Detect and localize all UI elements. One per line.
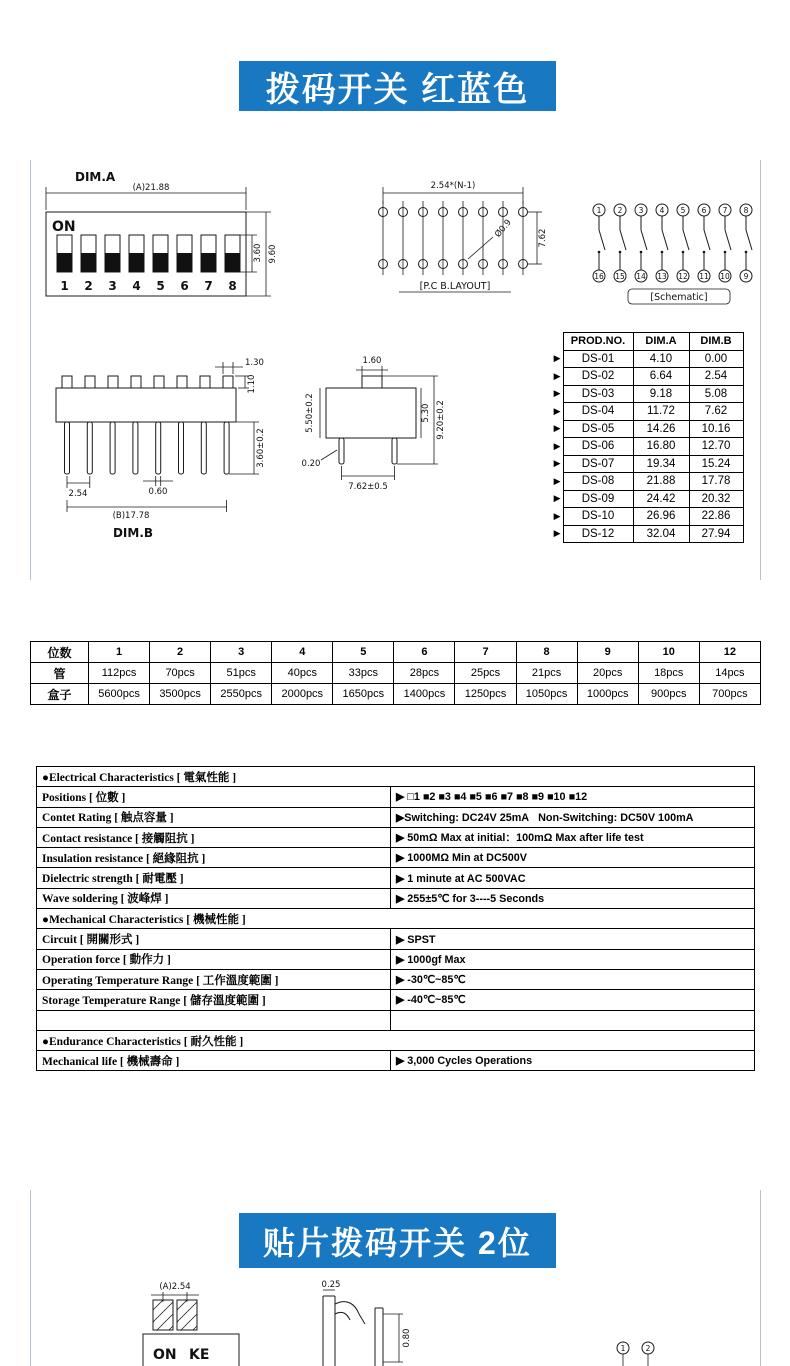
packing-cell: 1400pcs (394, 684, 455, 705)
pin-number: 9 (743, 272, 749, 281)
row-marker-icon: ▶ (553, 458, 561, 469)
dim-value-cell: 27.94 (689, 525, 743, 543)
prod-no-cell: DS-08 (563, 473, 633, 491)
dim-value-cell: 7.62 (689, 403, 743, 421)
actuator-bump (200, 376, 210, 388)
pin-number: 6 (701, 206, 707, 215)
packing-cell: 33pcs (333, 663, 394, 684)
pin-number: 7 (722, 206, 728, 215)
spec-label: Contet Rating [ 触点容量 ] (37, 807, 391, 827)
spec-row (37, 888, 755, 908)
switch-knob (129, 253, 144, 272)
end-view-drawing (302, 356, 446, 492)
size-table-row (549, 403, 743, 421)
spec-value: ▶ -30℃~85℃ (391, 969, 755, 989)
spec-row (37, 868, 755, 888)
spec-section-row (37, 909, 755, 929)
position-number: 6 (180, 279, 189, 293)
packing-cell: 4 (272, 642, 333, 663)
dim-body-height-label: 9.60 (268, 244, 278, 264)
size-col-header: DIM.A (633, 333, 689, 351)
prod-no-cell: DS-06 (563, 438, 633, 456)
prod-no-cell: DS-10 (563, 508, 633, 526)
dim-total-height-label: 9.20±0.2 (436, 400, 446, 440)
spec-value: ▶ 255±5℃ for 3----5 Seconds (391, 888, 755, 908)
packing-cell: 70pcs (150, 663, 211, 684)
side-view-drawing (56, 358, 266, 540)
switch-blade (599, 230, 605, 250)
dim-pin-width-label: 0.60 (148, 487, 168, 497)
packing-cell: 8 (516, 642, 577, 663)
actuator-bump (131, 376, 141, 388)
packing-cell: 9 (577, 642, 638, 663)
packing-cell: 28pcs (394, 663, 455, 684)
pin-number: 1 (596, 206, 602, 215)
switch-blade (620, 230, 626, 250)
spec-label: Positions [ 位數 ] (37, 787, 391, 807)
spec-row (37, 787, 755, 807)
dim-value-cell: 22.86 (689, 508, 743, 526)
position-number: 2 (84, 279, 93, 293)
packing-cell: 1 (89, 642, 150, 663)
packing-cell: 900pcs (638, 684, 699, 705)
through-hole-pin (133, 422, 138, 474)
packing-cell: 20pcs (577, 663, 638, 684)
switch-blade (746, 230, 752, 250)
switch-slots (57, 235, 240, 293)
spec-section-row (37, 767, 755, 787)
dim-pitch-label: 2.54*(N-1) (430, 181, 476, 191)
pin-number: 15 (615, 272, 625, 281)
spec-row (37, 949, 755, 969)
packing-row (31, 684, 761, 705)
row-marker-icon: ▶ (553, 353, 561, 364)
end-pin (392, 438, 397, 464)
spec-row (37, 827, 755, 847)
banner-title-text: 贴片拨码开关 2位 (263, 1224, 532, 1261)
actuator-bump (154, 376, 164, 388)
packing-row-header: 盒子 (31, 684, 89, 705)
packing-cell: 51pcs (211, 663, 272, 684)
through-hole-pin (87, 422, 92, 474)
row-marker-icon: ▶ (553, 405, 561, 416)
spec-value (391, 1010, 755, 1030)
prod-no-cell: DS-09 (563, 490, 633, 508)
spec-section-title: ●Electrical Characteristics [ 電氣性能 ] (37, 767, 755, 787)
spec-value: ▶Switching: DC24V 25mA Non-Switching: DC50V 100mA (391, 807, 755, 827)
dim-b-title: DIM.B (112, 526, 154, 540)
dim-value-cell: 0.00 (689, 350, 743, 368)
dim-value-cell: 12.70 (689, 438, 743, 456)
packing-table (30, 641, 761, 705)
dim-value-cell: 11.72 (633, 403, 689, 421)
packing-cell: 2000pcs (272, 684, 333, 705)
spec-value: ▶ 1 minute at AC 500VAC (391, 868, 755, 888)
dim-value-cell: 21.88 (633, 473, 689, 491)
dim-width-label: (A)21.88 (132, 183, 170, 193)
switch-blade (725, 230, 731, 250)
size-table (549, 332, 744, 543)
switch-knob (105, 253, 120, 272)
dim-actuator-label: 1.60 (362, 356, 382, 366)
size-table-row (549, 385, 743, 403)
position-number: 4 (132, 279, 141, 293)
spec-value: ▶ 1000MΩ Min at DC500V (391, 848, 755, 868)
smd-drawing-section (30, 1190, 761, 1366)
dim-value-cell: 15.24 (689, 455, 743, 473)
packing-cell: 1050pcs (516, 684, 577, 705)
schematic-caption: [Schematic] (650, 292, 708, 303)
spec-label: Insulation resistance [ 絕緣阻抗 ] (37, 848, 391, 868)
size-table-row (549, 508, 743, 526)
packing-cell: 2550pcs (211, 684, 272, 705)
spec-value: ▶ 1000gf Max (391, 949, 755, 969)
spec-value: ▶ 3,000 Cycles Operations (391, 1051, 755, 1071)
packing-cell: 10 (638, 642, 699, 663)
spec-label: Dielectric strength [ 耐電壓 ] (37, 868, 391, 888)
through-hole-pin (110, 422, 115, 474)
dim-actuator-width-label: 1.30 (245, 358, 264, 368)
packing-cell: 40pcs (272, 663, 333, 684)
spec-table-container (36, 766, 755, 1071)
switch-blade (662, 230, 668, 250)
switch-knob (225, 253, 240, 272)
switch-knob (177, 253, 192, 272)
spec-section-title: ●Mechanical Characteristics [ 機械性能 ] (37, 909, 755, 929)
prod-no-cell: DS-03 (563, 385, 633, 403)
through-hole-pin (179, 422, 184, 474)
packing-row (31, 663, 761, 684)
smd-top-view (143, 1282, 239, 1366)
prod-no-cell: DS-01 (563, 350, 633, 368)
size-header-row (549, 333, 743, 351)
dim-value-cell: 6.64 (633, 368, 689, 386)
packing-cell: 5600pcs (89, 684, 150, 705)
dim-value-cell: 32.04 (633, 525, 689, 543)
pcb-layout-caption: [P.C B.LAYOUT] (419, 281, 491, 292)
end-body (326, 388, 416, 438)
schematic-pins (593, 204, 752, 282)
dim-body-height-label: 5.50±0.2 (305, 393, 315, 433)
position-number: 8 (228, 279, 237, 293)
packing-cell: 6 (394, 642, 455, 663)
pin-number: 13 (657, 272, 667, 281)
pin-number: 2 (617, 206, 623, 215)
dim-span-label: (B)17.78 (112, 511, 150, 521)
dim-value-cell: 14.26 (633, 420, 689, 438)
technical-drawing-section (30, 160, 761, 580)
packing-cell: 14pcs (699, 663, 760, 684)
dim-slot-height-label: 3.60 (253, 243, 263, 263)
switch-knob (201, 253, 216, 272)
spec-row (37, 1010, 755, 1030)
packing-cell: 12 (699, 642, 760, 663)
dim-row-spacing-label: 7.62±0.5 (348, 482, 388, 492)
through-hole-pin (224, 422, 229, 474)
smd-schematic (617, 1342, 654, 1366)
size-table-row (549, 455, 743, 473)
pin-number: 3 (638, 206, 644, 215)
dim-value-cell: 24.42 (633, 490, 689, 508)
dim-value-cell: 19.34 (633, 455, 689, 473)
pin-number: 14 (636, 272, 646, 281)
dim-actuator-height-label: 1.10 (247, 374, 257, 394)
packing-row-header: 位数 (31, 642, 89, 663)
switch-knob (153, 253, 168, 272)
spec-label: Operation force [ 動作力 ] (37, 949, 391, 969)
size-table-container (549, 332, 744, 543)
size-marker-spacer (549, 333, 563, 351)
dim-value-cell: 2.54 (689, 368, 743, 386)
actuator-bump (223, 376, 233, 388)
row-marker-icon: ▶ (553, 510, 561, 521)
spec-row (37, 1051, 755, 1071)
spec-row (37, 848, 755, 868)
position-number: 1 (60, 279, 69, 293)
spec-section-title: ●Endurance Characteristics [ 耐久性能 ] (37, 1030, 755, 1050)
dim-value-cell: 17.78 (689, 473, 743, 491)
size-table-row (549, 420, 743, 438)
dim-pin-thickness-label: 0.20 (301, 459, 321, 469)
spec-row (37, 969, 755, 989)
actuator-bump (85, 376, 95, 388)
prod-no-cell: DS-12 (563, 525, 633, 543)
schematic-drawing (593, 204, 752, 304)
row-marker-icon: ▶ (553, 528, 561, 539)
switch-knob (81, 253, 96, 272)
smd-side-view (322, 1280, 412, 1366)
switch-knob (57, 253, 72, 272)
smd-dim-top-label: 0.25 (321, 1280, 341, 1290)
size-table-row (549, 490, 743, 508)
pin-number: 12 (678, 272, 688, 281)
size-table-row (549, 368, 743, 386)
packing-cell: 21pcs (516, 663, 577, 684)
end-actuator (362, 376, 382, 388)
end-pin (339, 438, 344, 464)
dim-row-spacing-label: 7.62 (538, 228, 548, 248)
pcb-layout-drawing (379, 181, 549, 292)
prod-no-cell: DS-05 (563, 420, 633, 438)
size-table-row (549, 525, 743, 543)
spec-value: ▶ □1 ■2 ■3 ■4 ■5 ■6 ■7 ■8 ■9 ■10 ■12 (391, 787, 755, 807)
dim-pin-length-label: 3.60±0.2 (256, 428, 266, 468)
pin-number: 5 (680, 206, 686, 215)
spec-label: Wave soldering [ 波峰焊 ] (37, 888, 391, 908)
row-marker-icon: ▶ (553, 475, 561, 486)
smd-pin-number: 2 (645, 1344, 651, 1353)
packing-cell: 7 (455, 642, 516, 663)
dim-value-cell: 10.16 (689, 420, 743, 438)
packing-cell: 1650pcs (333, 684, 394, 705)
packing-table-container (30, 641, 761, 705)
row-marker-icon: ▶ (553, 440, 561, 451)
packing-row (31, 642, 761, 663)
through-hole-pin (65, 422, 70, 474)
spec-label: Storage Temperature Range [ 儲存溫度範圍 ] (37, 990, 391, 1010)
size-table-row (549, 473, 743, 491)
row-marker-icon: ▶ (553, 370, 561, 381)
spec-row (37, 990, 755, 1010)
top-view-drawing (46, 170, 278, 296)
dim-hole-label: Ø0.9 (493, 217, 514, 240)
dim-value-cell: 20.32 (689, 490, 743, 508)
switch-blade (641, 230, 647, 250)
spec-label: Operating Temperature Range [ 工作溫度範圍 ] (37, 969, 391, 989)
position-number: 7 (204, 279, 213, 293)
smd-dim-side-label: 0.80 (402, 1328, 412, 1348)
spec-value: ▶ -40℃~85℃ (391, 990, 755, 1010)
pin-number: 11 (699, 272, 709, 281)
smd-on-label: ON (153, 1347, 177, 1363)
spec-row (37, 807, 755, 827)
packing-cell: 112pcs (89, 663, 150, 684)
dim-value-cell: 9.18 (633, 385, 689, 403)
spec-value: ▶ 50mΩ Max at initial：100mΩ Max after life test (391, 827, 755, 847)
side-body (56, 388, 236, 422)
through-hole-pin (156, 422, 161, 474)
side-view-pins (62, 376, 233, 474)
dim-value-cell: 26.96 (633, 508, 689, 526)
spec-label: Mechanical life [ 機械壽命 ] (37, 1051, 391, 1071)
dim-value-cell: 5.08 (689, 385, 743, 403)
switch-blade (704, 230, 710, 250)
pin-number: 8 (743, 206, 749, 215)
position-number: 3 (108, 279, 117, 293)
smd-drawings (31, 1278, 762, 1366)
pin-number: 4 (659, 206, 665, 215)
spec-row (37, 929, 755, 949)
actuator-bump (62, 376, 72, 388)
size-col-header: DIM.B (689, 333, 743, 351)
position-number: 5 (156, 279, 165, 293)
spec-value: ▶ SPST (391, 929, 755, 949)
pcb-holes (379, 201, 528, 275)
prod-no-cell: DS-07 (563, 455, 633, 473)
on-label: ON (52, 219, 76, 235)
spec-section-row (37, 1030, 755, 1050)
spec-label: Contact resistance [ 接觸阻抗 ] (37, 827, 391, 847)
dim-value-cell: 16.80 (633, 438, 689, 456)
dim-value-cell: 4.10 (633, 350, 689, 368)
dim-a-title: DIM.A (75, 170, 116, 184)
actuator-bump (177, 376, 187, 388)
packing-cell: 700pcs (699, 684, 760, 705)
size-table-row (549, 350, 743, 368)
row-marker-icon: ▶ (553, 423, 561, 434)
size-col-header: PROD.NO. (563, 333, 633, 351)
actuator-bump (108, 376, 118, 388)
packing-cell: 18pcs (638, 663, 699, 684)
smd-brand-label: KE (189, 1347, 210, 1363)
row-marker-icon: ▶ (553, 493, 561, 504)
pin-number: 16 (594, 272, 604, 281)
smd-pin-number: 1 (620, 1344, 626, 1353)
smd-dim-pitch-label: (A)2.54 (159, 1282, 191, 1292)
pin-number: 10 (720, 272, 730, 281)
packing-cell: 25pcs (455, 663, 516, 684)
through-hole-pin (201, 422, 206, 474)
dim-pin-pitch-label: 2.54 (68, 489, 88, 499)
banner-dip-switch-title (239, 61, 556, 111)
spec-label: Circuit [ 開關形式 ] (37, 929, 391, 949)
packing-row-header: 管 (31, 663, 89, 684)
prod-no-cell: DS-04 (563, 403, 633, 421)
size-table-row (549, 438, 743, 456)
packing-cell: 3500pcs (150, 684, 211, 705)
packing-cell: 2 (150, 642, 211, 663)
packing-cell: 1250pcs (455, 684, 516, 705)
packing-cell: 1000pcs (577, 684, 638, 705)
spec-table (36, 766, 755, 1071)
prod-no-cell: DS-02 (563, 368, 633, 386)
banner-title-text: 拨码开关 红蓝色 (265, 70, 530, 109)
packing-cell: 5 (333, 642, 394, 663)
packing-cell: 3 (211, 642, 272, 663)
spec-label (37, 1010, 391, 1030)
row-marker-icon: ▶ (553, 388, 561, 399)
dim-h2-label: 5.30 (421, 403, 431, 423)
switch-blade (683, 230, 689, 250)
